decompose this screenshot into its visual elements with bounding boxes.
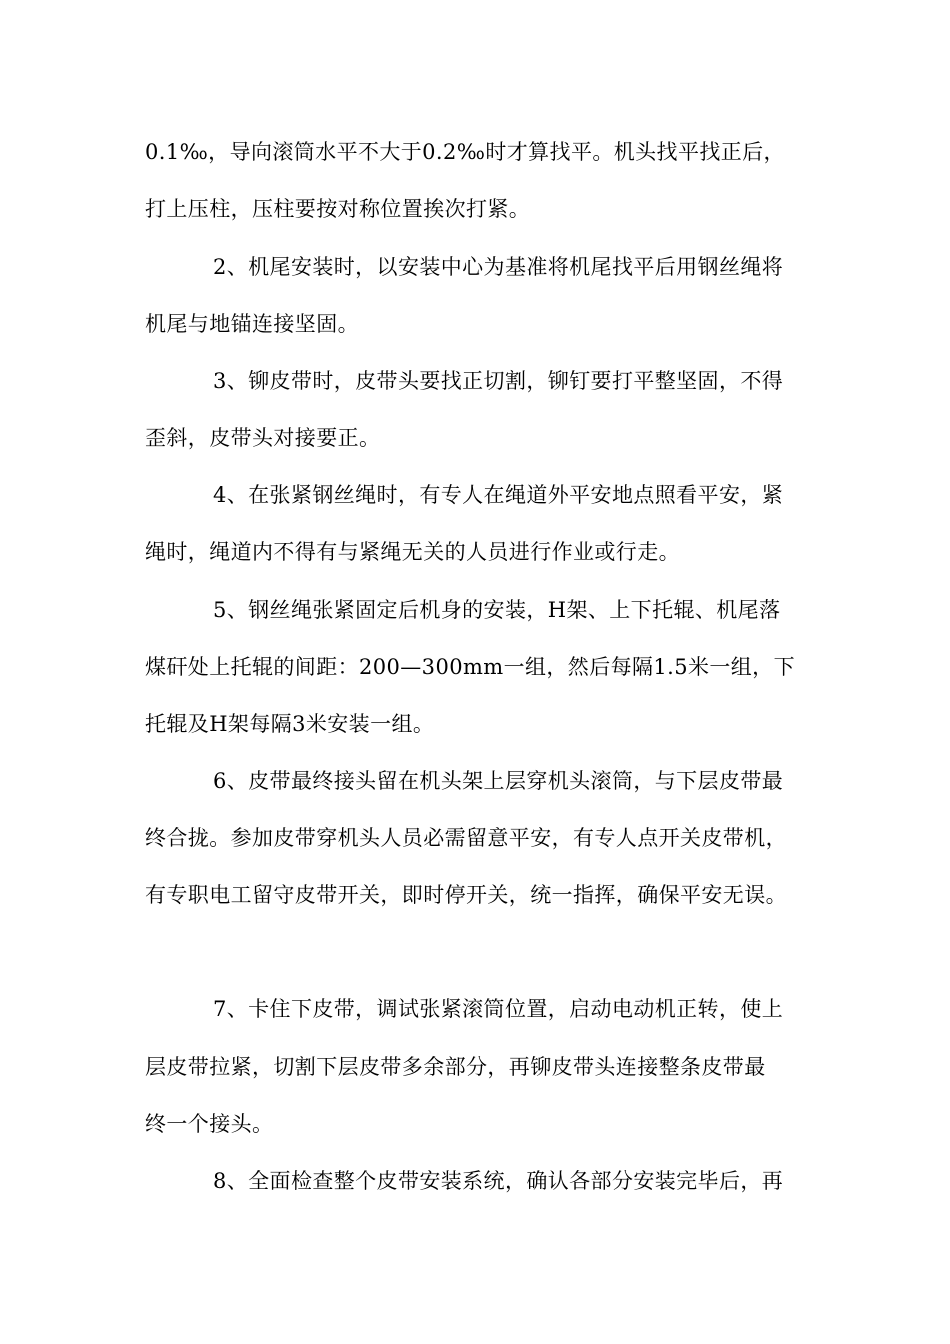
- text-line: 机尾与地锚连接坚固。: [145, 312, 359, 336]
- text-line: 0.1‰，导向滚筒水平不大于0.2‰时才算找平。机头找平找正后，: [145, 140, 785, 164]
- paragraph-7-line: 7、卡住下皮带，调试张紧滚筒位置，启动电动机正转，使上: [213, 997, 784, 1021]
- text-line: 打上压柱，压柱要按对称位置挨次打紧。: [145, 197, 531, 221]
- text-line: 有专职电工留守皮带开关，即时停开关，统一指挥，确保平安无误。: [145, 883, 787, 907]
- text-line: 绳时，绳道内不得有与紧绳无关的人员进行作业或行走。: [145, 540, 680, 564]
- paragraph-8-line: 8、全面检查整个皮带安装系统，确认各部分安装完毕后，再: [213, 1169, 784, 1193]
- text-line: 终一个接头。: [145, 1112, 274, 1136]
- paragraph-4-line: 4、在张紧钢丝绳时，有专人在绳道外平安地点照看平安，紧: [213, 483, 784, 507]
- text-line: 层皮带拉紧，切割下层皮带多余部分，再铆皮带头连接整条皮带最: [145, 1055, 766, 1079]
- text-line: 托辊及H架每隔3米安装一组。: [145, 712, 435, 736]
- text-line: 终合拢。参加皮带穿机头人员必需留意平安，有专人点开关皮带机，: [145, 826, 787, 850]
- paragraph-6-line: 6、皮带最终接头留在机头架上层穿机头滚筒，与下层皮带最: [213, 769, 784, 793]
- paragraph-5-line: 5、钢丝绳张紧固定后机身的安装，H架、上下托辊、机尾落: [213, 598, 781, 622]
- paragraph-2-line: 2、机尾安装时，以安装中心为基准将机尾找平后用钢丝绳将: [213, 255, 784, 279]
- text-line: 歪斜，皮带头对接要正。: [145, 426, 381, 450]
- paragraph-3-line: 3、铆皮带时，皮带头要找正切割，铆钉要打平整坚固，不得: [213, 369, 784, 393]
- text-line: 煤矸处上托辊的间距：200—300mm一组，然后每隔1.5米一组，下: [145, 655, 795, 679]
